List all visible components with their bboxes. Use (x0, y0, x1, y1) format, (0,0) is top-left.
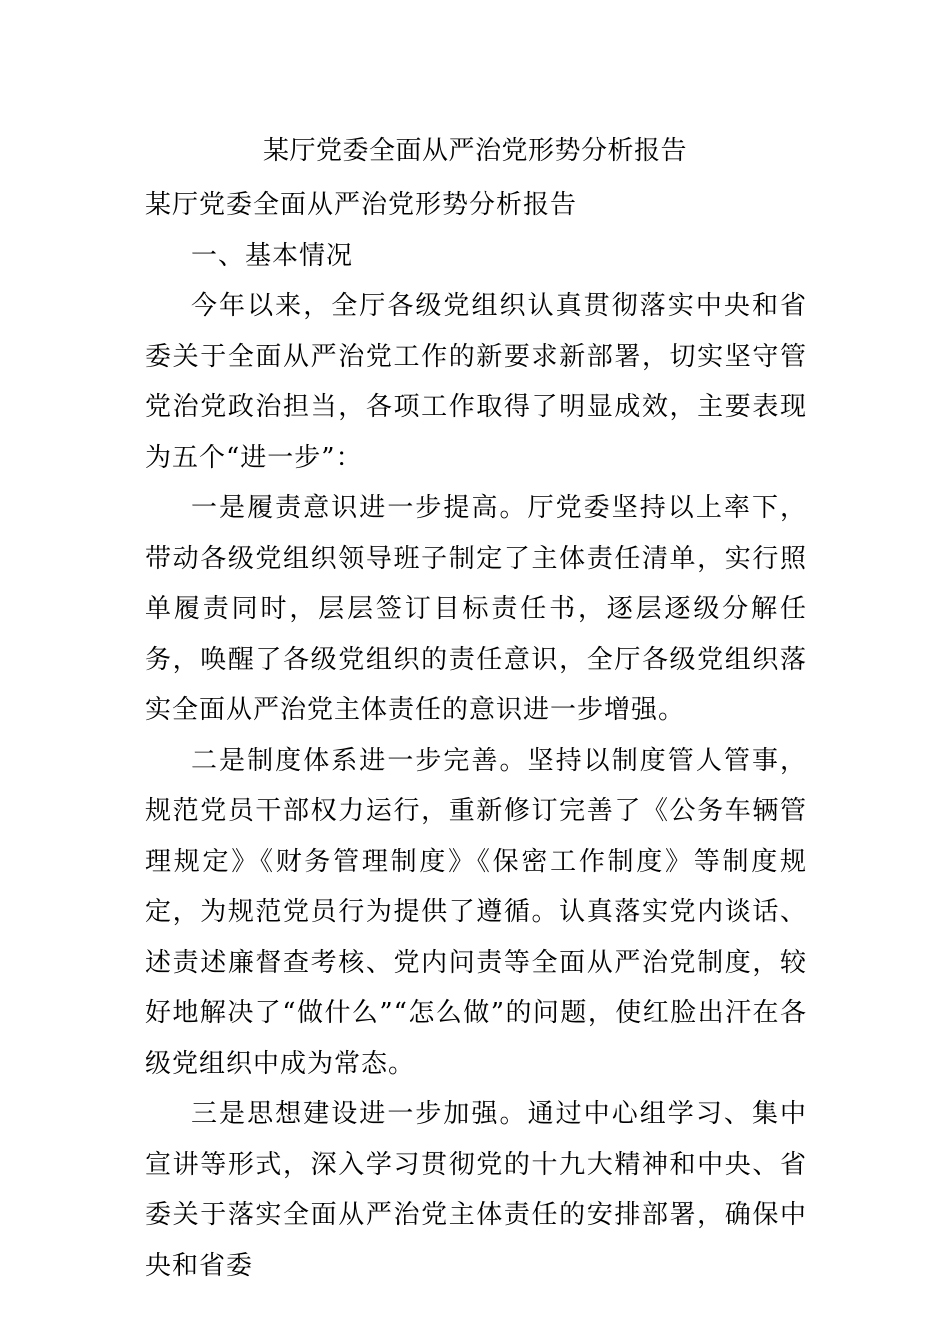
document-subtitle: 某厅党委全面从严治党形势分析报告 (145, 190, 578, 220)
document-title: 某厅党委全面从严治党形势分析报告 (262, 136, 687, 166)
section-heading: 一、基本情况 (191, 240, 354, 271)
paragraph-system: 二是制度体系进一步完善。坚持以制度管人管事，规范党员干部权力运行，重新修订完善了《公务车辆管理规定》《财务管理制度》《保密工作制度》等制度规定，为规范党员行为提供了遵循。认真落实党内谈话、述责述廉督查考核、党内问责等全面从严治党制度，较好地解决了“做什么”“怎么做”的问题，使红脸出汗在各级党组织中成为常态。 (145, 745, 807, 1079)
paragraph-intro: 今年以来，全厅各级党组织认真贯彻落实中央和省委关于全面从严治党工作的新要求新部署，切实坚守管党治党政治担当，各项工作取得了明显成效，主要表现为五个“进一步”： (145, 291, 807, 473)
paragraph-responsibility: 一是履责意识进一步提高。厅党委坚持以上率下，带动各级党组织领导班子制定了主体责任清单，实行照单履责同时，层层签订目标责任书，逐层逐级分解任务，唤醒了各级党组织的责任意识，全厅各级党组织落实全面从严治党主体责任的意识进一步增强。 (145, 493, 807, 725)
paragraph-ideology: 三是思想建设进一步加强。通过中心组学习、集中宣讲等形式，深入学习贯彻党的十九大精神和中央、省委关于落实全面从严治党主体责任的安排部署，确保中央和省委 (145, 1099, 807, 1281)
document-body (145, 180, 807, 1291)
